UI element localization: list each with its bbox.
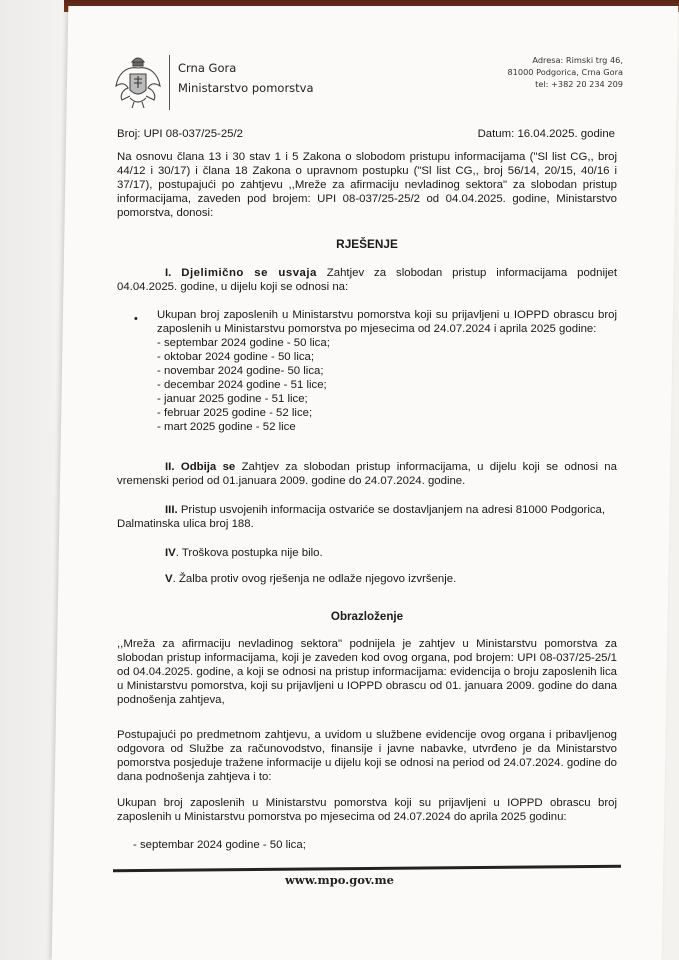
footer-website: www.mpo.gov.me <box>285 873 394 887</box>
monthly-employee-list <box>157 336 617 434</box>
month-item: - januar 2025 godine - 51 lice; <box>157 393 308 405</box>
reference-row <box>117 127 615 141</box>
section-iii-numeral: III. <box>165 504 178 516</box>
bullet-icon: • <box>134 313 138 325</box>
section-i-numeral: I. <box>165 267 172 279</box>
reasoning-month-item: - septembar 2024 godine - 50 lica; <box>133 839 306 851</box>
section-iii <box>117 503 622 531</box>
section-i <box>117 266 617 294</box>
month-item: - novembar 2024 godine- 50 lica; <box>157 365 324 377</box>
reference-number: Broj: UPI 08-037/25-25/2 <box>117 128 244 140</box>
month-item: - oktobar 2024 godine - 50 lica; <box>157 351 315 363</box>
footer-divider <box>113 865 621 872</box>
section-v-numeral: V <box>165 573 173 585</box>
section-iv-numeral: IV <box>165 547 176 559</box>
section-ii-numeral: II. <box>165 461 175 473</box>
section-v-text: . Žalba protiv ovog rješenja ne odlaže njegovo izvršenje. <box>172 573 457 585</box>
letterhead-divider <box>169 55 170 110</box>
address-block <box>507 54 623 90</box>
reasoning-paragraph-2: Postupajući po predmetnom zahtjevu, a uvidom u službene evidencije ovog organa i pribavljenog odgovora od Službe za računovodstvo, finansije i javne nabavke, utvrđeno je da Ministarstvo pomorstva posjeduje tražene informacije u dijelu koji se odnosi na period od 24.07.2024. godine do dana podnošenja zahtjeva i to: <box>117 729 617 783</box>
section-iv-text: . Troškova postupka nije bilo. <box>175 547 323 559</box>
month-item: - decembar 2024 godine - 51 lice; <box>157 379 327 391</box>
phone-number: tel: +382 20 234 209 <box>535 79 623 89</box>
organization-name <box>178 58 314 98</box>
section-i-bullet <box>157 308 617 434</box>
document-date: Datum: 16.04.2025. godine <box>477 128 615 140</box>
month-item: - mart 2025 godine - 52 lice <box>157 421 296 433</box>
section-i-bullet-text: Ukupan broj zaposlenih u Ministarstvu pomorstva koji su prijavljeni u IOPPD obrascu broj zaposlenih u Ministarstvu pomorstva po mjesecima od 24.07.2024 i aprila 2025 godine: <box>157 309 617 335</box>
country-name: Crna Gora <box>178 61 237 75</box>
preamble: Na osnovu člana 13 i 30 stav 1 i 5 Zakona o slobodom pristupu informacijama ("Sl list CG,, broj 44/12 i 30/17) i člana 18 Zakona o upravnom postupku ("Sl list CG,, broj 56/14, 20/15, 40/16 i 37/17), postupajući po zahtjevu ,,Mreže za afirmaciju nevladinog sektora" za slobodan pristup informacijama, zaveden pod brojem: UPI 08-037/25-25/2 od 04.04.2025. godine, Ministarstvo pomorstva, donosi: <box>117 151 617 219</box>
month-item: - septembar 2024 godine - 50 lica; <box>157 337 330 349</box>
reasoning-title: Obrazloženje <box>330 610 404 623</box>
reasoning-paragraph-1: ,,Mreža za afirmaciju nevladinog sektora" podnijela je zahtjev u Ministarstvu pomorstva za slobodan pristup informacijama, koji je zaveden kod ovog organa, pod brojem: UPI 08-037/25-25/1 od 04.04.2025. godine, a koji se odnosi na pristup informacijama: evidencija o broju zaposlenih lica u Ministarstvu pomorstva, koji su prijavljeni u IOPPD obrascu od 01. januara 2009. godine do dana podnošenja zahtjeva, <box>117 638 617 706</box>
coat-of-arms-icon <box>112 52 164 112</box>
ministry-name: Ministarstvo pomorstva <box>178 81 314 95</box>
section-ii-text: Zahtjev za slobodan pristup informacijama, u dijelu koji se odnosi na vremenski period od 01.januara 2009. godine do 24.07.2024. godine. <box>117 461 617 487</box>
section-ii <box>117 460 617 488</box>
address-line-1: Adresa: Rimski trg 46, <box>532 55 623 65</box>
section-i-heading: Djelimično se usvaja <box>181 267 317 279</box>
decision-title: RJEŠENJE <box>336 237 398 251</box>
reasoning-paragraph-3: Ukupan broj zaposlenih u Ministarstvu pomorstva koji su prijavljeni u IOPPD obrascu broj zaposlenih u Ministarstvu pomorstva po mjesecima od 24.07.2024 do aprila 2025 godinu: <box>117 797 617 823</box>
section-i-text: Zahtjev za slobodan pristup informacijama podnijet 04.04.2025. godine, u dijelu koji se odnosi na: <box>117 267 618 293</box>
section-ii-heading: Odbija se <box>180 461 236 473</box>
section-iii-text: Pristup usvojenih informacija ostvariće se dostavljanjem na adresi 81000 Podgorica, Dalmatinska ulica broj 188. <box>117 504 606 530</box>
month-item: - februar 2025 godine - 52 lice; <box>157 407 313 419</box>
section-v <box>165 572 615 586</box>
address-line-2: 81000 Podgorica, Crna Gora <box>507 67 623 77</box>
section-iv <box>165 546 615 560</box>
